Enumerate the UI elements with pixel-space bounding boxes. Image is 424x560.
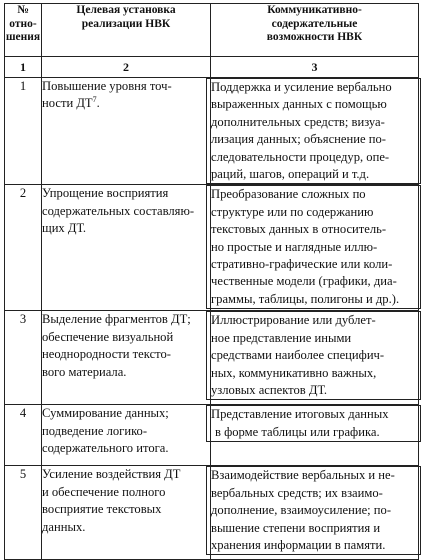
header-capabilities [211,4,419,57]
goal-text: ности ДТ [42,96,93,111]
header-text: отно- [9,17,37,30]
capability-text: лизация данных; объяснение по- [211,132,386,147]
nvk-table [4,3,419,560]
header-text: возможности НВК [266,31,363,43]
goal-text: восприятие текстовых [42,502,162,517]
goal-cell [42,405,211,466]
capability-text: Представление итоговых данных [211,407,389,422]
goal-text-with-footnote [42,96,100,110]
row-number: 3 [5,311,42,405]
capability-cell [211,311,419,405]
capability-text: ных, коммуникативно важных, [211,365,377,380]
goal-text: . [96,96,100,111]
goal-text: содержательных составляю- [42,203,195,218]
header-text: содержательные [271,17,358,30]
capability-text: дополнение, взаимоусиление; по- [211,503,392,518]
table-row [5,405,419,466]
capability-text: узловых аспектов ДТ. [211,383,328,398]
capability-cell [211,466,419,560]
column-number: 1 [5,57,42,78]
row-number: 5 [5,466,42,560]
goal-text: Выделение фрагментов ДТ; [42,312,191,327]
table-row [5,78,419,185]
table-header-row [5,4,419,57]
footnote-mark: 7 [92,95,97,105]
row-number: 1 [5,78,42,185]
capability-box [206,78,421,184]
goal-text: Упрощение восприятия [42,186,169,201]
capability-text: Взаимодействие вербальных и не- [211,468,395,483]
document-page [4,3,418,553]
goal-text: Усиление воздействия ДТ [42,467,181,482]
goal-cell [42,78,211,185]
header-text: Коммуникативно- [267,4,362,16]
capability-text: Иллюстрирование или дублет- [211,313,376,328]
header-text: Целевая установка [76,4,176,16]
goal-text: подведение логико- [42,423,148,438]
goal-text: данных. [42,519,86,534]
capability-cell [211,78,419,185]
goal-text: и обеспечение полного [42,484,166,499]
capability-text: но простые и наглядные иллю- [211,239,378,254]
capability-text: Преобразование сложных по [211,187,366,202]
capability-text: стративно-графические или коли- [211,257,393,272]
column-number: 2 [42,57,211,78]
capability-text: Поддержка и усиление вербально [211,80,392,94]
table-row [5,311,419,405]
goal-cell [42,466,211,560]
goal-text: обеспечение визуальной [42,329,174,344]
column-number-row [5,57,419,78]
header-text: реализации НВК [81,17,171,30]
row-number: 2 [5,185,42,311]
column-number: 3 [211,57,419,78]
goal-text: Суммирование данных; [42,406,169,421]
header-goal [42,4,211,57]
capability-box [206,405,421,442]
capability-box [206,466,421,555]
capability-box [206,311,421,400]
row-number: 4 [5,405,42,466]
capability-text: чественные модели (графики, диа- [211,274,397,289]
capability-text: следовательности процедур, опе- [211,149,390,164]
goal-text: вого материала. [42,364,127,379]
header-text: № [17,4,29,16]
goal-cell [42,185,211,311]
capability-box [206,185,421,309]
capability-text: хранения информации в памяти. [211,538,386,553]
capability-text: граммы, таблицы, полигоны и др.). [211,291,400,306]
goal-text: неоднородности тексто- [42,347,171,362]
goal-text: Повышение уровня точ- [42,79,172,93]
capability-text: текстовых данных в относитель- [211,222,387,237]
capability-cell [211,405,419,466]
capability-text: вербальных средств; их взаимо- [211,485,383,500]
capability-text: дополнительных средств; визуа- [211,114,385,129]
capability-text: раций, шагов, операций и т.д. [211,167,370,182]
header-relation-number [5,4,42,57]
capability-cell [211,185,419,311]
goal-text: содержательного итога. [42,441,169,456]
goal-cell [42,311,211,405]
table-row [5,185,419,311]
header-text: шения [5,31,41,43]
goal-text: щих ДТ. [42,221,87,236]
capability-text: вышение степени восприятия и [211,520,381,535]
capability-text: структуре или по содержанию [211,204,374,219]
capability-text: средствами наиболее специфич- [211,348,385,363]
capability-text: в форме таблицы или графика. [215,424,380,439]
capability-text: ное представление иными [211,330,352,345]
capability-text: выраженных данных с помощью [211,97,387,112]
table-row [5,466,419,560]
